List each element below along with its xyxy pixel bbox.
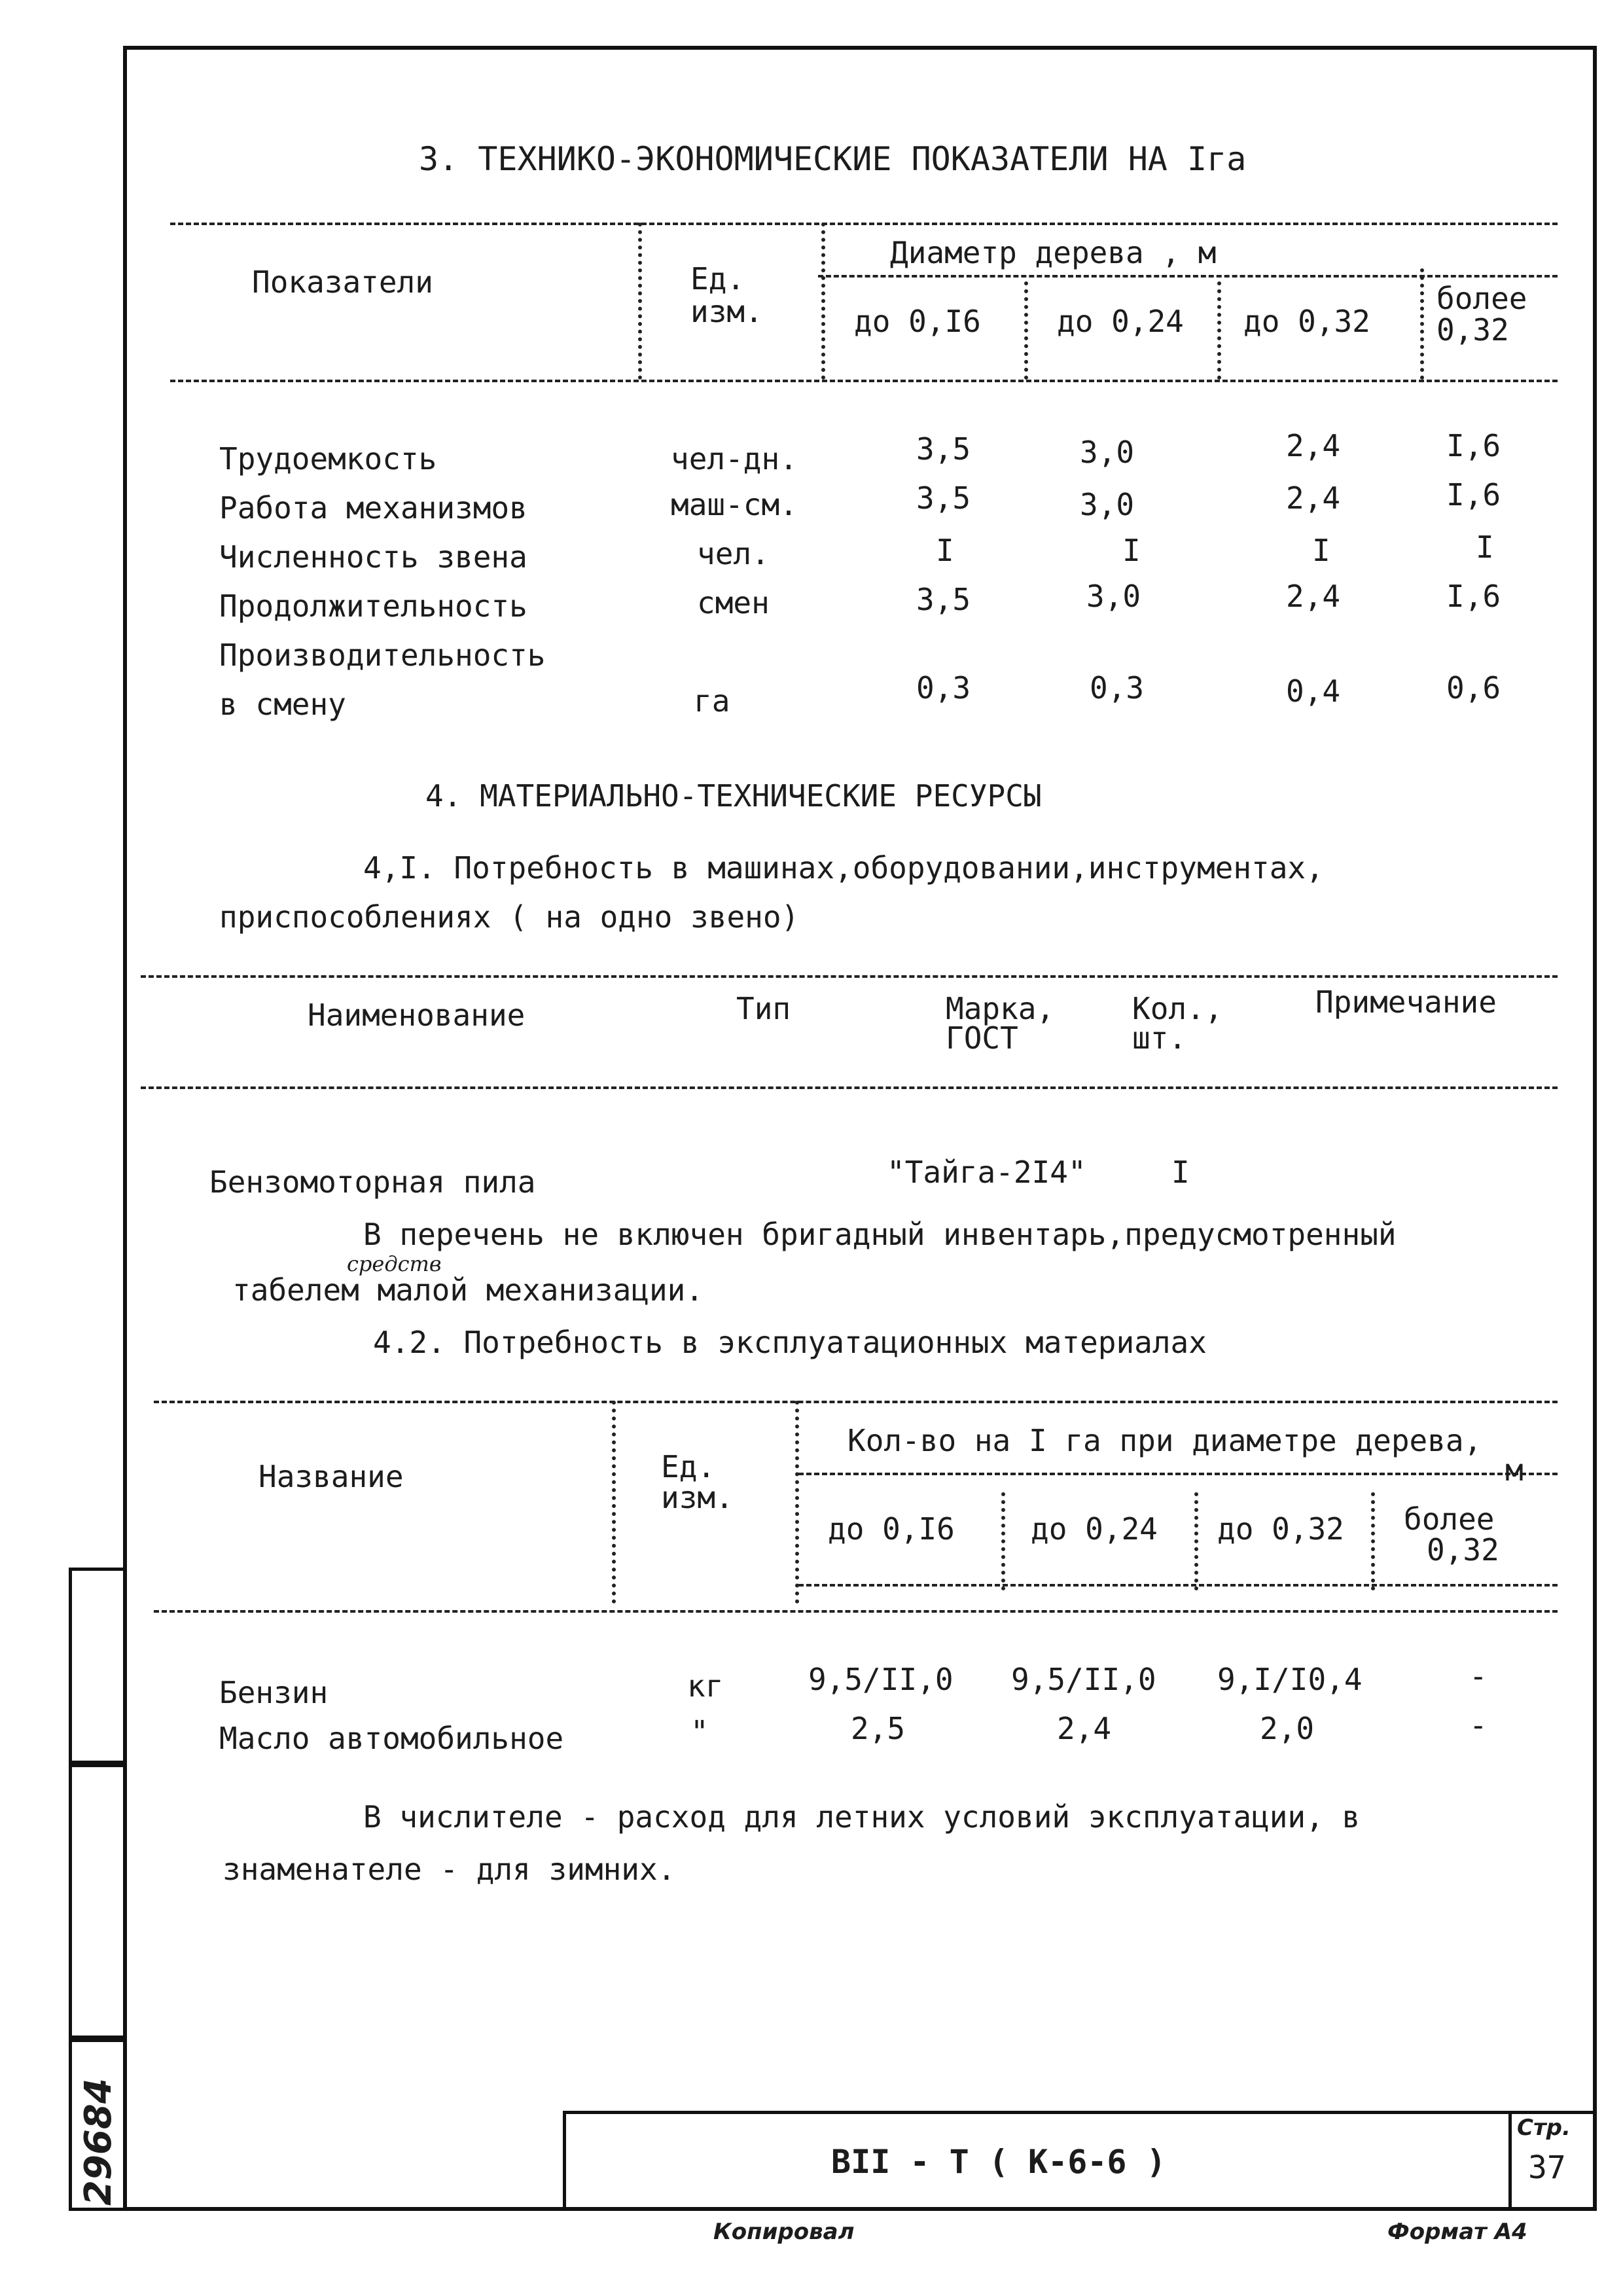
diam-col-header: до 0,I6 <box>854 304 981 339</box>
column-divider <box>612 1401 616 1604</box>
row-value: 3,5 <box>916 431 971 467</box>
table3-row-value: - <box>1469 1659 1488 1694</box>
table3-col-header: более <box>1404 1501 1495 1537</box>
table1-row-qty: I <box>1171 1155 1190 1190</box>
table-rule <box>154 1401 1558 1403</box>
row-value: 3,0 <box>1086 579 1141 614</box>
table-rule <box>154 1610 1558 1613</box>
table3-header-unit: изм. <box>661 1480 734 1515</box>
table1-header-mark: ГОСТ <box>946 1020 1018 1056</box>
col-header-unit: Ед. <box>690 261 745 296</box>
table3-row-value: 9,5/II,0 <box>808 1662 954 1697</box>
table3-row-value: 2,4 <box>1057 1711 1112 1746</box>
copied-by-label: Копировал <box>713 2219 855 2245</box>
row-value: 0,3 <box>1090 670 1145 706</box>
page-label: Стр. <box>1517 2115 1571 2141</box>
row-value: I <box>1122 533 1141 568</box>
row-unit: га <box>694 683 730 719</box>
table1-header-qty: Кол., <box>1132 991 1223 1026</box>
subsection-4-1: 4,I. Потребность в машинах,оборудовании,инструментах, <box>363 850 1324 886</box>
inventory-number: 29684 <box>77 2078 120 2206</box>
diam-col-header: до 0,32 <box>1243 304 1370 339</box>
table3-header-qty-unit: м <box>1505 1452 1524 1488</box>
table3-row-unit: " <box>690 1714 709 1749</box>
row-unit: чел. <box>697 536 770 571</box>
row-name: в смену <box>219 687 346 722</box>
row-name: Продолжительность <box>219 588 527 624</box>
table1-row-name: Бензомоторная пила <box>209 1164 536 1200</box>
row-unit: смен <box>697 585 770 620</box>
table3-col-header: до 0,I6 <box>828 1511 955 1547</box>
table-rule <box>818 275 1558 278</box>
footnote: В числителе - расход для летних условий эксплуатации, в <box>363 1799 1361 1835</box>
table-rule <box>141 1086 1558 1089</box>
row-value: I <box>1312 533 1330 568</box>
side-stamp-inner <box>69 1764 126 2039</box>
footnote-cont: знаменателе - для зимних. <box>223 1852 676 1887</box>
subsection-4-1-cont: приспособлениях ( на одно звено) <box>219 899 800 935</box>
table3-row-unit: кг <box>687 1668 724 1704</box>
row-name: Трудоемкость <box>219 441 437 476</box>
row-unit: маш-см. <box>671 487 798 522</box>
table-rule <box>170 380 1558 382</box>
table1-header-note: Примечание <box>1315 984 1497 1020</box>
row-value: 0,3 <box>916 670 971 706</box>
row-value: 3,5 <box>916 480 971 516</box>
table1-row-mark: "Тайга-2I4" <box>887 1155 1086 1190</box>
row-name: Производительность <box>219 637 546 673</box>
table1-header-mark: Марка, <box>946 991 1055 1026</box>
column-divider <box>1024 281 1028 380</box>
row-value: 3,5 <box>916 582 971 617</box>
row-value: I,6 <box>1446 428 1501 463</box>
table3-header-name: Название <box>259 1459 404 1494</box>
table3-row-value: 9,I/I0,4 <box>1217 1662 1363 1697</box>
format-label: Формат А4 <box>1387 2219 1527 2245</box>
row-value: I,6 <box>1446 477 1501 512</box>
table-rule <box>798 1473 1558 1475</box>
table-rule <box>170 223 1558 225</box>
diameter-header: Диаметр дерева , м <box>890 235 1217 270</box>
table3-row-value: 2,5 <box>851 1711 906 1746</box>
section3-title: 3. ТЕХНИКО-ЭКОНОМИЧЕСКИЕ ПОКАЗАТЕЛИ НА Iга <box>419 140 1247 178</box>
table3-col-header: до 0,24 <box>1031 1511 1158 1547</box>
note-handwritten-insert: средств <box>347 1251 442 1276</box>
column-divider <box>1001 1492 1005 1590</box>
column-divider <box>638 223 642 380</box>
table3-row-name: Масло автомобильное <box>219 1721 564 1756</box>
row-value: I <box>936 533 954 568</box>
note-text: В перечень не включен бригадный инвентарь,предусмотренный <box>363 1217 1397 1252</box>
diam-col-header: более <box>1436 281 1527 316</box>
diam-col-header: 0,32 <box>1436 312 1509 348</box>
row-value: 2,4 <box>1286 480 1341 516</box>
row-value: 3,0 <box>1080 435 1135 470</box>
row-value: 0,6 <box>1446 670 1501 706</box>
diam-col-header: до 0,24 <box>1057 304 1184 339</box>
section4-title: 4. МАТЕРИАЛЬНО-ТЕХНИЧЕСКИЕ РЕСУРСЫ <box>425 778 1042 814</box>
row-name: Численность звена <box>219 539 527 575</box>
table3-col-header: 0,32 <box>1427 1532 1499 1568</box>
row-name: Работа механизмов <box>219 490 527 526</box>
page-number: 37 <box>1528 2149 1566 2186</box>
subsection-4-2: 4.2. Потребность в эксплуатационных материалах <box>373 1325 1207 1360</box>
column-divider <box>1217 281 1221 380</box>
row-unit: чел-дн. <box>671 441 798 476</box>
table1-header-name: Наименование <box>308 997 526 1033</box>
table3-row-value: - <box>1469 1708 1488 1743</box>
side-stamp-inner <box>69 1568 126 1764</box>
column-divider <box>1194 1492 1198 1590</box>
table-rule <box>798 1584 1558 1587</box>
row-value: 3,0 <box>1080 487 1135 522</box>
column-divider <box>795 1401 799 1604</box>
table3-row-value: 9,5/II,0 <box>1011 1662 1156 1697</box>
column-divider <box>1371 1492 1375 1590</box>
table3-row-value: 2,0 <box>1260 1711 1315 1746</box>
row-value: I <box>1476 529 1494 565</box>
column-divider <box>821 223 825 380</box>
col-header-indicator: Показатели <box>252 264 433 300</box>
table3-header-qty: Кол-во на I га при диаметре дерева, <box>847 1423 1482 1458</box>
column-divider <box>1420 268 1424 380</box>
row-value: 0,4 <box>1286 673 1341 709</box>
document-code: ВII - Т ( К-6-6 ) <box>831 2143 1166 2181</box>
table-rule <box>141 975 1558 978</box>
table1-header-qty: шт. <box>1132 1020 1187 1056</box>
table3-header-unit: Ед. <box>661 1449 716 1484</box>
table3-row-name: Бензин <box>219 1675 329 1710</box>
table1-header-type: Тип <box>736 991 791 1026</box>
col-header-unit: изм. <box>690 294 763 329</box>
row-value: 2,4 <box>1286 428 1341 463</box>
note-text-cont: табелем малой механизации. <box>232 1272 704 1308</box>
table3-col-header: до 0,32 <box>1217 1511 1344 1547</box>
row-value: 2,4 <box>1286 579 1341 614</box>
row-value: I,6 <box>1446 579 1501 614</box>
